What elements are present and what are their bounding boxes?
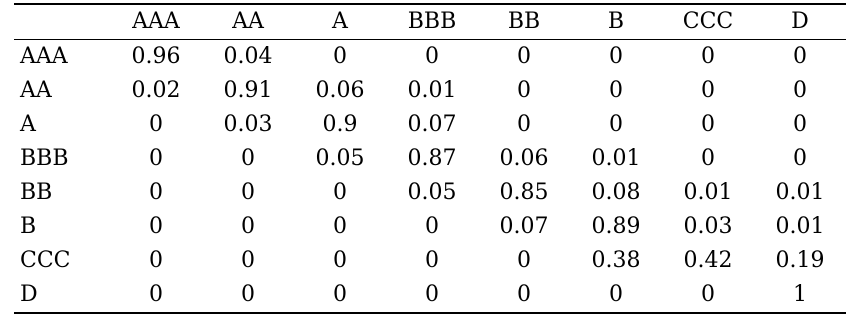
table-cell: 0.01 [775,180,825,205]
table-cell: 0.05 [315,146,365,171]
table-cell: 0 [517,44,531,69]
table-cell: 1 [793,282,807,307]
table-cell: 0.01 [591,146,641,171]
column-header: AA [232,9,264,34]
table-cell: 0 [517,78,531,103]
table-cell: 0 [793,112,807,137]
table-row [14,176,846,210]
table-cell: 0 [793,78,807,103]
table-cell: 0 [793,146,807,171]
table-cell: 0.19 [775,248,825,273]
table-cell: 0 [701,282,715,307]
table-row [14,108,846,142]
column-header: BB [507,9,541,34]
table-cell: 0 [609,112,623,137]
table-row [14,278,846,313]
column-header: B [607,9,625,34]
column-header: D [791,9,809,34]
table-cell: 0 [609,78,623,103]
table-body [14,40,846,314]
table-cell: 0 [701,146,715,171]
table-cell: 0.91 [223,78,273,103]
table-cell: 0 [241,146,255,171]
row-header: A [20,112,36,137]
table-cell: 0 [333,248,347,273]
table-cell: 0 [793,44,807,69]
row-header: B [20,214,37,239]
table-cell: 0 [149,180,163,205]
table-cell: 0 [149,112,163,137]
table-cell: 0.38 [591,248,641,273]
table-cell: 0.85 [499,180,549,205]
row-header: BBB [20,146,69,171]
table-cell: 0.9 [322,112,358,137]
table-cell: 0.07 [407,112,457,137]
table-cell: 0 [425,282,439,307]
table-row [14,210,846,244]
table-cell: 0 [241,248,255,273]
column-header: CCC [682,9,734,34]
table-cell: 0 [517,282,531,307]
table-cell: 0.87 [407,146,457,171]
transition-matrix-table-container [14,3,846,314]
table-cell: 0 [333,282,347,307]
corner-cell [14,4,110,40]
table-cell: 0.02 [131,78,181,103]
table-cell: 0.05 [407,180,457,205]
table-cell: 0.01 [407,78,457,103]
table-cell: 0 [149,146,163,171]
row-header: D [20,282,38,307]
table-cell: 0 [333,180,347,205]
transition-matrix-table [14,3,846,314]
table-cell: 0.04 [223,44,273,69]
table-cell: 0.03 [683,214,733,239]
table-cell: 0 [701,78,715,103]
table-row [14,244,846,278]
row-header: BB [20,180,53,205]
table-cell: 0.06 [315,78,365,103]
table-cell: 0.07 [499,214,549,239]
table-cell: 0 [609,44,623,69]
table-cell: 0 [425,44,439,69]
column-header: AAA [132,9,180,34]
row-header: AA [20,78,52,103]
table-cell: 0 [425,248,439,273]
table-cell: 0 [333,214,347,239]
table-row [14,74,846,108]
table-cell: 0.89 [591,214,641,239]
header-row [14,4,846,40]
table-cell: 0 [241,282,255,307]
table-cell: 0.08 [591,180,641,205]
column-header: BBB [407,9,457,34]
table-cell: 0 [149,214,163,239]
table-cell: 0.03 [223,112,273,137]
table-cell: 0 [241,180,255,205]
table-cell: 0.96 [131,44,181,69]
table-cell: 0.01 [775,214,825,239]
table-cell: 0 [517,112,531,137]
table-cell: 0.42 [683,248,733,273]
row-header: AAA [20,44,68,69]
table-cell: 0 [517,248,531,273]
table-cell: 0.06 [499,146,549,171]
row-header: CCC [20,248,71,273]
table-row [14,40,846,75]
table-cell: 0 [609,282,623,307]
table-cell: 0 [241,214,255,239]
column-header: A [332,9,348,34]
table-cell: 0.01 [683,180,733,205]
table-cell: 0 [701,112,715,137]
table-cell: 0 [149,282,163,307]
table-cell: 0 [701,44,715,69]
table-row [14,142,846,176]
table-cell: 0 [149,248,163,273]
table-cell: 0 [425,214,439,239]
table-cell: 0 [333,44,347,69]
